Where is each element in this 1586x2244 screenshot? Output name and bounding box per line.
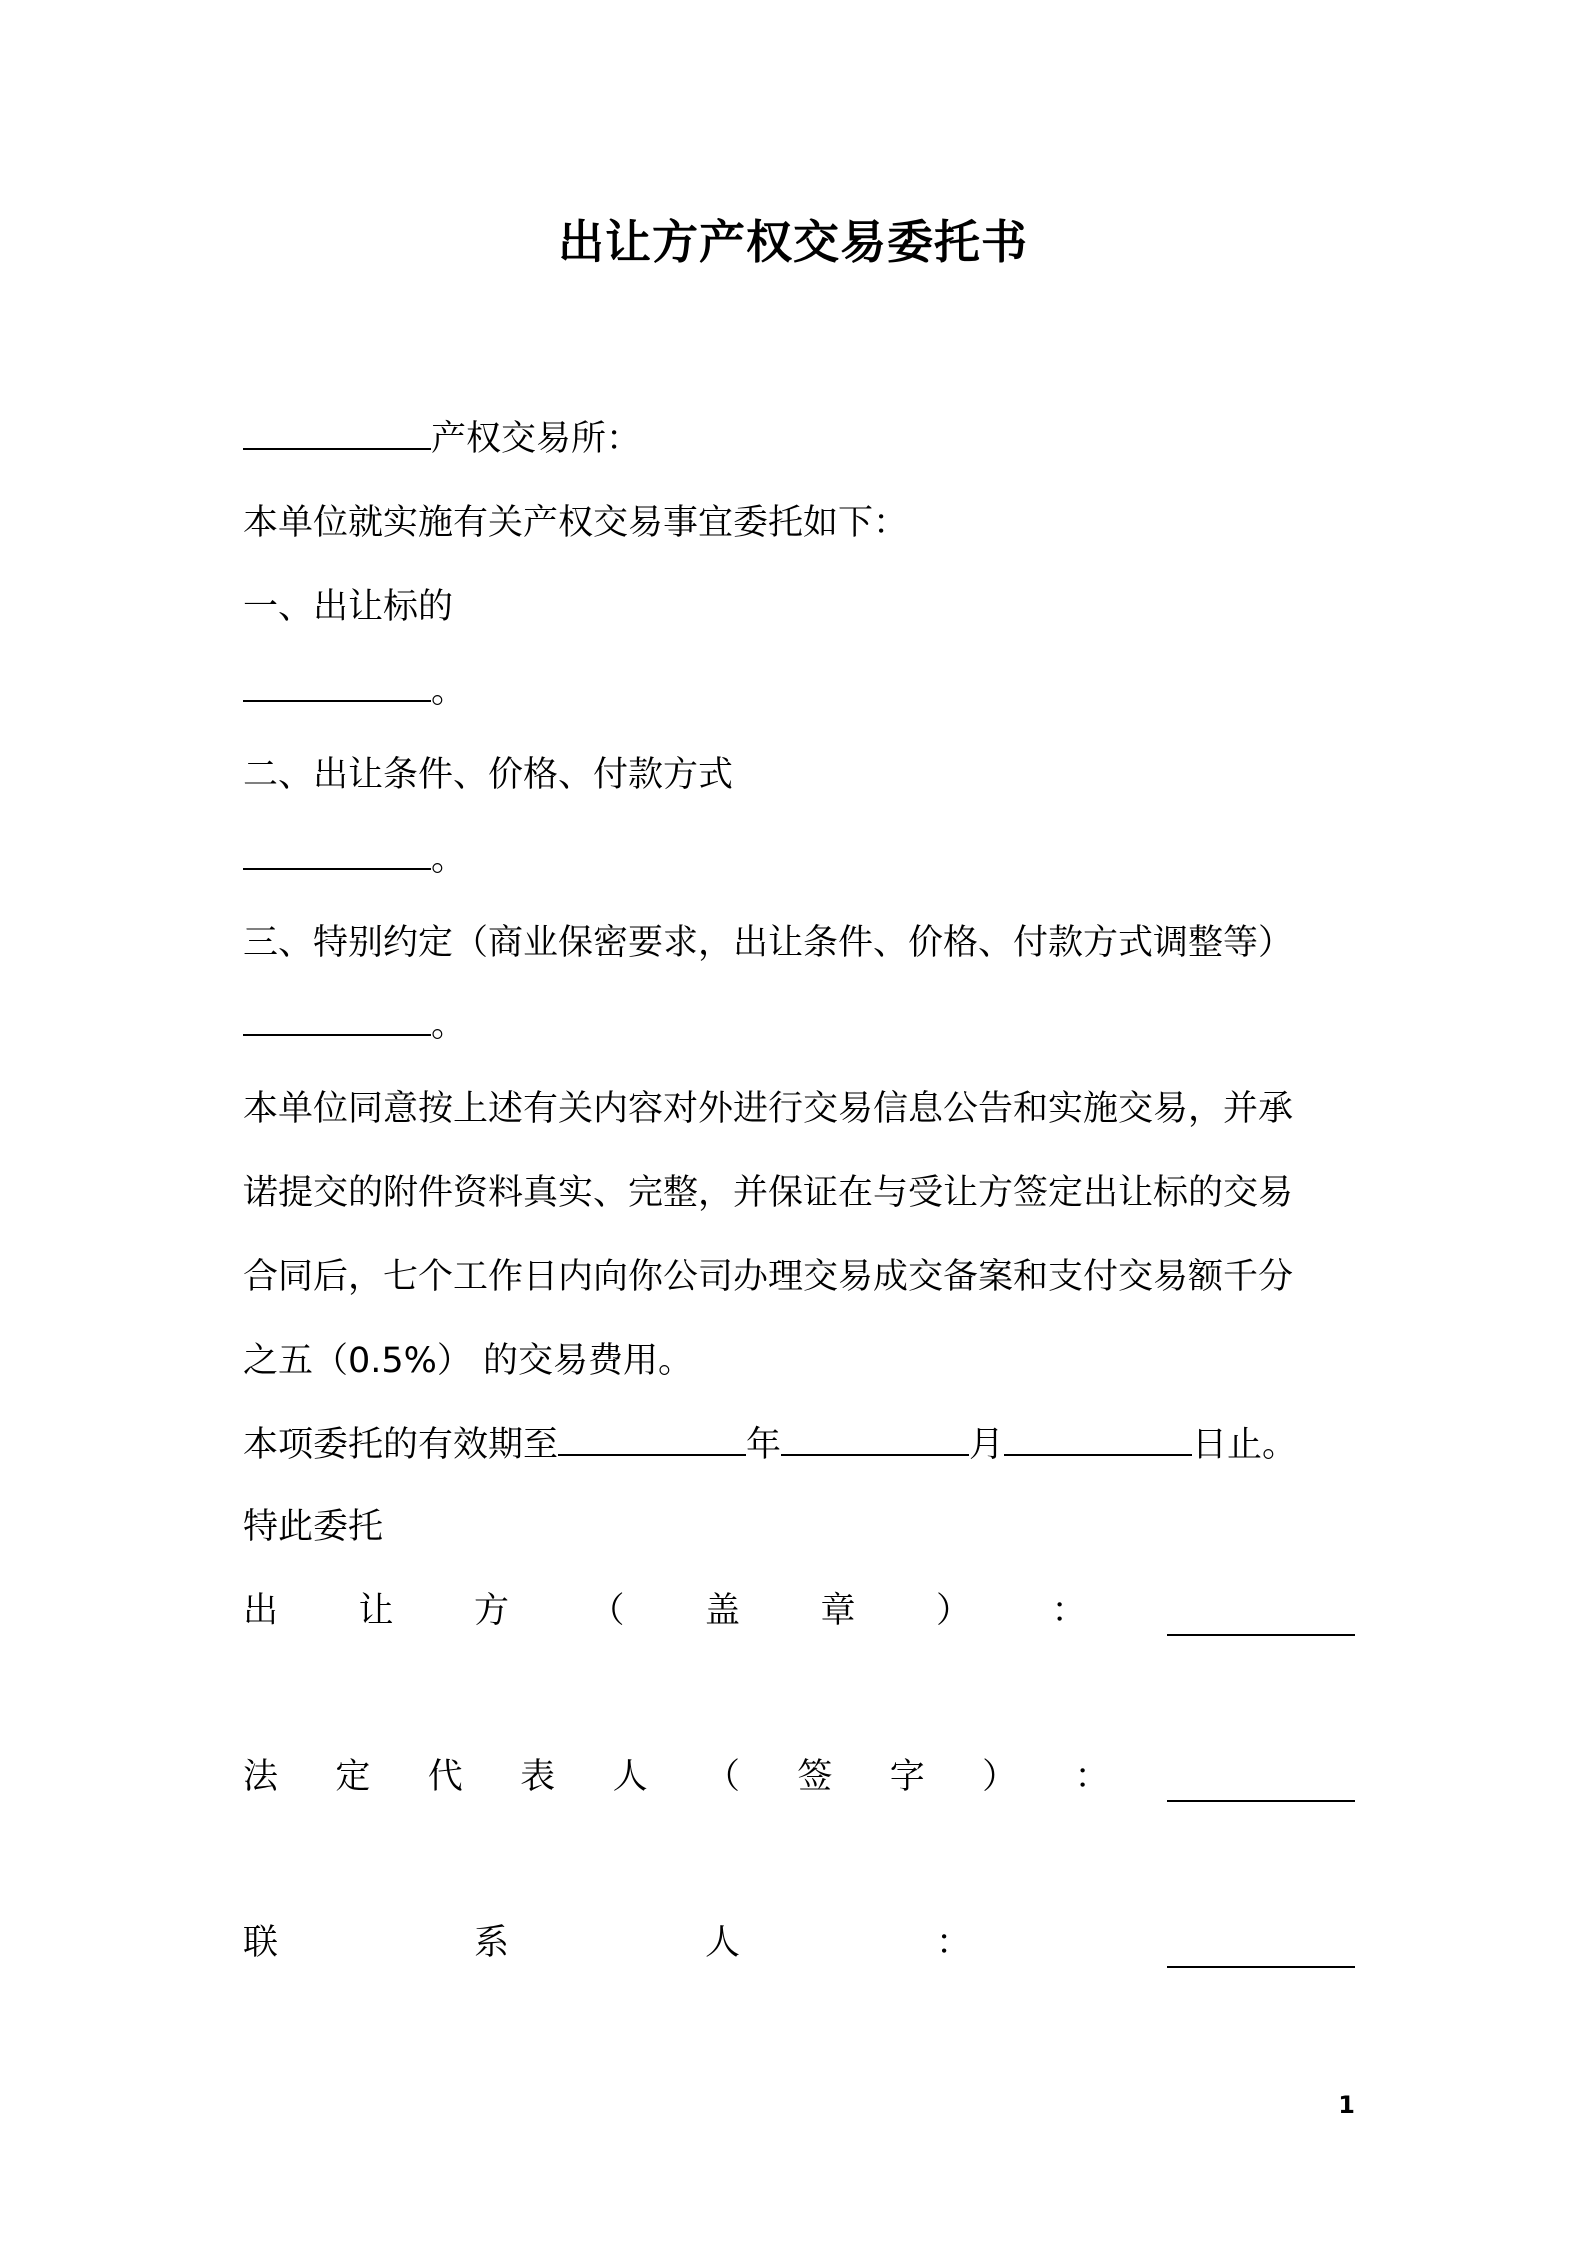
seller-char: ） xyxy=(936,1591,972,1631)
legal-rep-char: 法 xyxy=(243,1757,279,1797)
legal-rep-sign-blank xyxy=(1167,1766,1355,1802)
validity-line xyxy=(243,1420,1355,1470)
validity-year: 年 xyxy=(746,1425,782,1465)
legal-rep-char: ） xyxy=(982,1757,1018,1797)
commitment-line-1: 本单位同意按上述有关内容对外进行交易信息公告和实施交易，并承 xyxy=(243,1089,1294,1129)
contact-blank xyxy=(1167,1932,1355,1968)
addressee-line xyxy=(243,414,1355,464)
document-title: 出让方产权交易委托书 xyxy=(558,215,1028,269)
validity-month: 月 xyxy=(969,1425,1005,1465)
seller-char: 出 xyxy=(243,1591,279,1631)
closing-line: 特此委托 xyxy=(243,1507,384,1547)
section1-heading: 一、出让标的 xyxy=(243,587,454,627)
legal-rep-char: 定 xyxy=(335,1757,371,1797)
seller-char: ： xyxy=(1051,1591,1087,1631)
contact-char: 系 xyxy=(474,1923,510,1963)
validity-day-end: 日止。 xyxy=(1192,1425,1298,1465)
legal-rep-signature-row xyxy=(243,1752,1355,1802)
legal-rep-char: 表 xyxy=(520,1757,556,1797)
section2-heading: 二、出让条件、价格、付款方式 xyxy=(243,755,734,795)
legal-rep-char: 代 xyxy=(427,1757,463,1797)
blank-year xyxy=(558,1420,746,1456)
seller-char: 让 xyxy=(358,1591,394,1631)
blank-section2 xyxy=(243,834,431,870)
blank-section3 xyxy=(243,1000,431,1036)
blank-exchange-name xyxy=(243,414,431,450)
seller-seal-blank xyxy=(1167,1600,1355,1636)
section1-end: 。 xyxy=(431,671,467,711)
seller-char: 盖 xyxy=(705,1591,741,1631)
seller-signature-row xyxy=(243,1586,1355,1636)
intro-line: 本单位就实施有关产权交易事宜委托如下： xyxy=(243,503,909,543)
section3-heading: 三、特别约定（商业保密要求，出让条件、价格、付款方式调整等） xyxy=(243,923,1294,963)
legal-rep-char: ： xyxy=(1074,1757,1110,1797)
section3-fill-line xyxy=(243,1000,1355,1050)
seller-char: 方 xyxy=(474,1591,510,1631)
legal-rep-char: 字 xyxy=(889,1757,925,1797)
commitment-line-4: 之五（0.5%） 的交易费用。 xyxy=(243,1341,694,1381)
contact-char: ： xyxy=(936,1923,972,1963)
contact-char: 人 xyxy=(705,1923,741,1963)
blank-day xyxy=(1004,1420,1192,1456)
section2-end: 。 xyxy=(431,839,467,879)
legal-rep-char: 签 xyxy=(797,1757,833,1797)
page-number: 1 xyxy=(1338,2091,1355,2119)
contact-signature-row xyxy=(243,1918,1355,1968)
contact-char: 联 xyxy=(243,1923,279,1963)
section3-end: 。 xyxy=(431,1005,467,1045)
section1-fill-line xyxy=(243,666,1355,716)
validity-prefix: 本项委托的有效期至 xyxy=(243,1425,559,1465)
commitment-line-3: 合同后，七个工作日内向你公司办理交易成交备案和支付交易额千分 xyxy=(243,1257,1294,1297)
blank-section1 xyxy=(243,666,431,702)
legal-rep-char: 人 xyxy=(612,1757,648,1797)
addressee-suffix: 产权交易所： xyxy=(431,419,642,459)
seller-char: （ xyxy=(589,1591,625,1631)
blank-month xyxy=(781,1420,969,1456)
section2-fill-line xyxy=(243,834,1355,884)
seller-char: 章 xyxy=(820,1591,856,1631)
legal-rep-char: （ xyxy=(704,1757,740,1797)
commitment-line-2: 诺提交的附件资料真实、完整，并保证在与受让方签定出让标的交易 xyxy=(243,1173,1294,1213)
